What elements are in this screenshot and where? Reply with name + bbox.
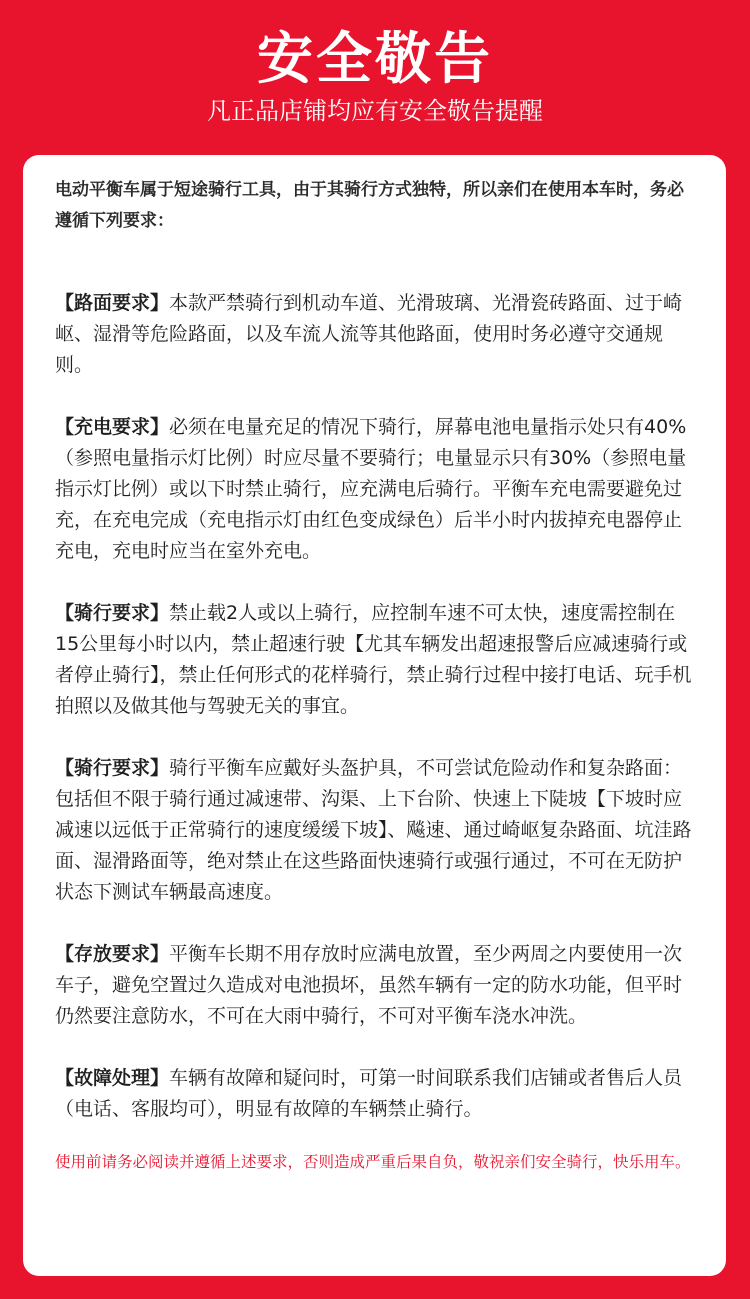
section-body: 本款严禁骑行到机动车道、光滑玻璃、光滑瓷砖路面、过于崎岖、湿滑等危险路面，以及车流人流等其他路面，使用时务必遵守交通规则。 — [55, 292, 683, 376]
section-body: 平衡车长期不用存放时应满电放置，至少两周之内要使用一次车子，避免空置过久造成对电池损坏，虽然车辆有一定的防水功能，但平时仍然要注意防水，不可在大雨中骑行，不可对平衡车浇水冲洗。 — [55, 943, 683, 1027]
section-body: 必须在电量充足的情况下骑行，屏幕电池电量指示处只有40%（参照电量指示灯比例）时应尽量不要骑行；电量显示只有30%（参照电量指示灯比例）或以下时禁止骑行，应充满电后骑行。平衡车充电需要避免过充，在充电完成（充电指示灯由红色变成绿色）后半小时内拔掉充电器停止充电，充电时应当在室外充电。 — [55, 416, 687, 562]
section-riding-requirements-2 — [55, 753, 698, 908]
section-storage-requirements — [55, 939, 698, 1032]
section-body: 车辆有故障和疑问时，可第一时间联系我们店铺或者售后人员（电话、客服均可），明显有故障的车辆禁止骑行。 — [55, 1067, 683, 1120]
section-label: 【存放要求】 — [55, 943, 170, 965]
page-title: 安全敬告 — [257, 27, 493, 92]
section-charging-requirements — [55, 412, 698, 567]
section-road-requirements — [55, 288, 698, 381]
section-body: 禁止载2人或以上骑行，应控制车速不可太快，速度需控制在15公里每小时以内，禁止超速行驶【尤其车辆发出超速报警后应减速骑行或者停止骑行】，禁止任何形式的花样骑行，禁止骑行过程中接打电话、玩手机拍照以及做其他与驾驶无关的事宜。 — [55, 602, 692, 717]
warning-note: 使用前请务必阅读并遵循上述要求，否则造成严重后果自负，敬祝亲们安全骑行，快乐用车。 — [55, 1153, 691, 1171]
section-riding-requirements-1 — [55, 598, 698, 722]
section-fault-handling — [55, 1063, 698, 1125]
intro-text: 电动平衡车属于短途骑行工具，由于其骑行方式独特，所以亲们在使用本车时，务必遵循下列要求： — [55, 180, 684, 231]
section-label: 【充电要求】 — [55, 416, 170, 438]
page-subtitle: 凡正品店铺均应有安全敬告提醒 — [207, 97, 543, 125]
section-body: 骑行平衡车应戴好头盔护具，不可尝试危险动作和复杂路面：包括但不限于骑行通过减速带、沟渠、上下台阶、快速上下陡坡【下坡时应减速以远低于正常骑行的速度缓缓下坡】、飚速、通过崎岖复杂路面、坑洼路面、湿滑路面等，绝对禁止在这些路面快速骑行或强行通过，不可在无防护状态下测试车辆最高速度。 — [55, 757, 692, 903]
section-label: 【路面要求】 — [55, 292, 170, 314]
section-label: 【骑行要求】 — [55, 602, 170, 624]
section-label: 【骑行要求】 — [55, 757, 170, 779]
section-label: 【故障处理】 — [55, 1067, 170, 1089]
notice-card — [23, 155, 726, 1276]
